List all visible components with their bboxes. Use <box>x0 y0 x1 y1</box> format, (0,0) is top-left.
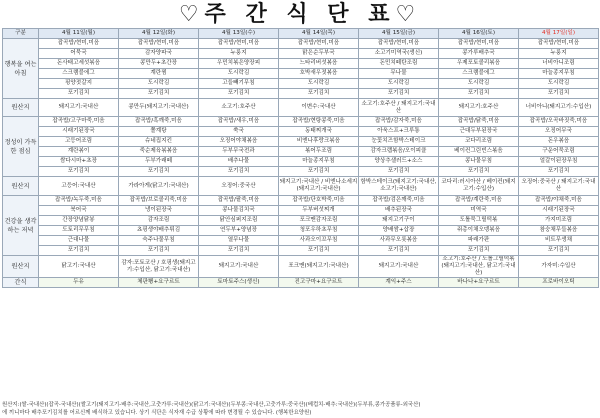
menu-cell: 잡곡밥/오곡바짓죽,미음 <box>519 117 599 127</box>
menu-row <box>3 216 599 226</box>
menu-cell: 포기김치 <box>119 89 199 99</box>
menu-cell: 스크램블에그 <box>439 69 519 79</box>
menu-cell: 콩가루배추국 <box>439 49 519 59</box>
menu-cell: 잡곡밥/팥죽,미음 <box>199 196 279 206</box>
menu-cell: 가지미조림 <box>519 216 599 226</box>
menu-cell: 포기김치 <box>39 89 119 99</box>
menu-cell: 쵸핑생야배추튀김 <box>119 226 199 236</box>
snack-cell: 토마토주스(생신) <box>199 278 279 288</box>
menu-row <box>3 157 599 167</box>
menu-cell: 근대두부된장국 <box>439 127 519 137</box>
menu-cell: 포기김치 <box>439 89 519 99</box>
menu-cell: 냉이된장국 <box>119 206 199 216</box>
menu-cell: 잡곡밥/현미,미음 <box>199 39 279 49</box>
day-header: 4월 15일(금) <box>359 29 439 39</box>
menu-cell: 사과무오롯볶음 <box>359 236 439 246</box>
menu-cell: 배추된장국 <box>359 206 439 216</box>
menu-cell: 포기김치 <box>439 167 519 177</box>
origin-cell: 돼지고기:국내산 <box>199 256 279 278</box>
menu-cell: 핑양젓갈지 <box>39 79 119 89</box>
menu-cell: 돈민치떼탄조림 <box>359 59 439 69</box>
menu-cell: 포기김치 <box>519 89 599 99</box>
page-title: ♡주 간 식 단 표♡ <box>178 1 422 27</box>
menu-row <box>3 137 599 147</box>
menu-cell: 포기김치 <box>199 167 279 177</box>
menu-cell: 포기김치 <box>119 167 199 177</box>
menu-row <box>3 147 599 157</box>
menu-cell: 아욱스프+크루통 <box>359 127 439 137</box>
menu-cell: 잡곡밥/야채죽,미음 <box>519 196 599 206</box>
menu-cell: 감자양파국 <box>119 49 199 59</box>
menu-cell: 청포우하초무침 <box>279 226 359 236</box>
menu-cell: 잡곡밥/흑깨죽,미음 <box>119 117 199 127</box>
menu-cell: 계란볶이 <box>39 147 119 157</box>
snack-cell: 두유 <box>39 278 119 288</box>
menu-cell: 쫄계탕 <box>119 127 199 137</box>
day-header: 4월 12일(화) <box>119 29 199 39</box>
menu-cell: 양배쌈+삽장 <box>359 226 439 236</box>
menu-cell: 오징어무국 <box>519 127 599 137</box>
menu-cell: 잡곡밥/브로콜리죽,미음 <box>119 196 199 206</box>
menu-row <box>3 69 599 79</box>
menu-cell: 구운어묵조림 <box>519 147 599 157</box>
origin-cell: 돼지고기:국내산 <box>359 256 439 278</box>
menu-cell: 돈사태고세섯볶음 <box>39 59 119 69</box>
menu-cell: 간장양념닭봉 <box>39 216 119 226</box>
day-header: 4월 16일(토) <box>439 29 519 39</box>
menu-cell: 포기김치 <box>39 246 119 256</box>
origin-cell: 고등어:국내산 <box>39 177 119 196</box>
menu-row <box>3 236 599 246</box>
origin-cell: 돼지고기:호주산 <box>439 99 519 117</box>
menu-cell: 마늘종지무침 <box>519 69 599 79</box>
menu-cell: 열무나물 <box>199 236 279 246</box>
menu-cell: 잡곡밥/현탕콩죽,미음 <box>279 117 359 127</box>
meal-label: 행복을 여는 아침 <box>3 39 39 99</box>
origin-cell: 소고기:호주산 / 돼지고기:국내산 <box>359 99 439 117</box>
menu-cell: 우제포토콜리볶음 <box>439 59 519 69</box>
menu-cell: 잡곡밥/새우,미음 <box>199 117 279 127</box>
menu-cell: 포크맨감자조림 <box>279 216 359 226</box>
menu-cell: 잡곡밥/계란죽,미음 <box>439 196 519 206</box>
menu-cell: 쑥국 <box>199 127 279 137</box>
day-header-sunday: 4월 17일(일) <box>519 29 599 39</box>
menu-cell: 어묵국 <box>39 49 119 59</box>
menu-cell: 포기김치 <box>279 246 359 256</box>
menu-cell: 잡곡밥/감자죽,미음 <box>359 117 439 127</box>
menu-cell: 연두부+양념장 <box>199 226 279 236</box>
menu-cell: 포기김치 <box>439 246 519 256</box>
menu-cell: 포기김치 <box>279 167 359 177</box>
day-header: 4월 11일(월) <box>39 29 119 39</box>
origin-cell: 너비아니(돼지고기:수입산) <box>519 99 599 117</box>
menu-cell: 도시락김 <box>119 79 199 89</box>
origin-row <box>3 99 599 117</box>
meal-label: 건강을 생각하는 저녁 <box>3 196 39 256</box>
menu-cell: 잡곡밥/고구마죽,미음 <box>39 117 119 127</box>
menu-row <box>3 127 599 137</box>
menu-cell: 포기김치 <box>119 246 199 256</box>
menu-row <box>3 167 599 177</box>
menu-cell: 포기김치 <box>359 89 439 99</box>
menu-cell: 도시락김 <box>519 79 599 89</box>
menu-cell: 잡곡밥/현미,미음 <box>119 39 199 49</box>
menu-cell: 참숭채무들볶음 <box>519 226 599 236</box>
origin-label: 원산지 <box>3 99 39 117</box>
menu-cell: 돈우볶음 <box>519 137 599 147</box>
menu-cell: 동태찌개국 <box>279 127 359 137</box>
menu-cell: 숙주나물무침 <box>119 236 199 246</box>
menu-cell: 감자조림 <box>119 216 199 226</box>
menu-cell: 마늘종지무침 <box>279 157 359 167</box>
day-header: 4월 14일(목) <box>279 29 359 39</box>
menu-cell: 북어국 <box>39 206 119 216</box>
menu-cell: 고등어조림 <box>39 137 119 147</box>
menu-cell: 잡곡밥/현미,미음 <box>279 39 359 49</box>
menu-cell: 포기김치 <box>199 89 279 99</box>
menu-cell: 느타리버섯볶음 <box>279 59 359 69</box>
menu-cell: 누룽지 <box>199 49 279 59</box>
menu-cell: 무나물 <box>359 69 439 79</box>
menu-cell: 얼갈이된장무침 <box>519 157 599 167</box>
origin-cell: 가라아게(닭고기:국내산) <box>119 177 199 196</box>
menu-cell: 돼지고기구이 <box>359 216 439 226</box>
menu-row <box>3 117 599 127</box>
menu-cell: 슈네집지킨 <box>119 137 199 147</box>
menu-row <box>3 206 599 216</box>
menu-cell: 도시락김 <box>359 79 439 89</box>
menu-cell: 눈꽃치즈함박스테이크 <box>359 137 439 147</box>
menu-cell: 포기김치 <box>199 246 279 256</box>
menu-cell: 포기김치 <box>359 167 439 177</box>
menu-cell: 잡곡밥/검은깨죽,미음 <box>359 196 439 206</box>
origin-cell: 돼지고기:국내산 <box>39 99 119 117</box>
menu-cell: 닭안심퍼지조림 <box>199 216 279 226</box>
origin-cell: 감자:포토코산 / 호핑생(돼지고기:수입산, 닭고기:국내산) <box>119 256 199 278</box>
menu-cell: 미역국 <box>439 206 519 216</box>
origin-cell: 함박스테이크(돼지고기:국내산, 소고기:국내산) <box>359 177 439 196</box>
origin-cell: 코다리:러시아산 / 베이컨(돼지고기:수입산) <box>439 177 519 196</box>
menu-cell: 시래기된장국 <box>519 206 599 216</box>
menu-row <box>3 226 599 236</box>
origin-cell: 돼지고기:국내산 / 비엔나소세지(돼지고기:국내산) <box>279 177 359 196</box>
menu-row <box>3 59 599 69</box>
menu-cell: 양상추샐러드+소스 <box>359 157 439 167</box>
snack-cell: 프로바이오틱 <box>519 278 599 288</box>
header-label: 구분 <box>3 29 39 39</box>
menu-cell: 잡곡밥/닭죽,미음 <box>439 117 519 127</box>
menu-cell: 도토리무무침 <box>39 226 119 236</box>
menu-cell: 잡곡밥/현미,미음 <box>439 39 519 49</box>
menu-cell: 쥐총이채오뎅볶음 <box>439 226 519 236</box>
menu-cell: 사과오이꼬무침 <box>279 236 359 246</box>
menu-cell: 고들빼기무침 <box>199 79 279 89</box>
footer-note <box>2 401 598 418</box>
snack-cell: 바나나+요구르트 <box>439 278 519 288</box>
menu-cell: 파래가판 <box>439 236 519 246</box>
menu-cell: 너비아니조림 <box>519 59 599 69</box>
menu-cell: 스크램블에그 <box>39 69 119 79</box>
menu-cell: 배추나물 <box>199 157 279 167</box>
origin-cell: 닭고기:국내산 <box>39 256 119 278</box>
header-row <box>3 29 599 39</box>
snack-label: 간식 <box>3 278 39 288</box>
menu-cell: 시래기된장국 <box>39 127 119 137</box>
origin-row <box>3 256 599 278</box>
menu-cell: 포기김치 <box>279 89 359 99</box>
snack-row <box>3 278 599 288</box>
menu-cell: 포기김치 <box>359 246 439 256</box>
menu-cell: 도시락김 <box>199 69 279 79</box>
menu-cell: 잡곡밥/현미,미음 <box>359 39 439 49</box>
origin-cell: 포크맨(돼지고기:국내산) <box>279 256 359 278</box>
menu-cell: 두부버섯찌개 <box>279 206 359 216</box>
origin-cell: 가자미:수입산 <box>519 256 599 278</box>
menu-cell: 계란찜 <box>119 69 199 79</box>
menu-row <box>3 39 599 49</box>
origin-cell: 오징어:중국산 / 돼지고기:국내산 <box>519 177 599 196</box>
notice-text: 에 끼니마다 배추포기김치를 어르신께 배식하고 있습니다. 상기 식단은 식자재 수급 상황에 따라 변경될 수 있습니다. (행복한요양원) <box>2 410 312 416</box>
origin-cell: 소고기:호주산 / 도톨그릴떡볶(돼지고기:국내산, 닭고기:국내산) <box>439 256 519 278</box>
menu-cell: 근대나물 <box>39 236 119 246</box>
menu-cell: 비트무생채 <box>519 236 599 246</box>
menu-cell: 두부무국전과 <box>199 147 279 157</box>
menu-cell: 콩나물김치국 <box>199 206 279 216</box>
origin-row <box>3 177 599 196</box>
origin-label: 원산지 <box>3 256 39 278</box>
origin-cell: 오징어:중국산 <box>199 177 279 196</box>
menu-cell: 호박새우젓볶음 <box>279 69 359 79</box>
menu-cell: 오징어야채볶음 <box>199 137 279 147</box>
menu-cell: 감자크랩볶음/오이피클 <box>359 147 439 157</box>
snack-cell: 계익+주스 <box>359 278 439 288</box>
menu-cell: 우민치볶은양장피 <box>199 59 279 69</box>
menu-cell: 죽순제육볶볶음 <box>119 147 199 157</box>
menu-cell: 도시락김 <box>279 79 359 89</box>
menu-row <box>3 79 599 89</box>
menu-cell: 누룽지 <box>519 49 599 59</box>
origin-label: 원산지 <box>3 177 39 196</box>
origin-cell: 소고기:호주산 <box>199 99 279 117</box>
menu-cell: 도톨묵그릴떡볶 <box>439 216 519 226</box>
menu-cell: 잡곡밥/현미,미음 <box>519 39 599 49</box>
origin-cell: 이변수:국내산 <box>279 99 359 117</box>
menu-cell: 소고기미역국(생신) <box>359 49 439 59</box>
menu-cell: 포기김치 <box>39 167 119 177</box>
menu-cell: 포기김치 <box>519 167 599 177</box>
menu-cell: 볶어두조림 <box>279 147 359 157</box>
menu-row <box>3 196 599 206</box>
menu-cell: 쌈다시마+초장 <box>39 157 119 167</box>
menu-cell: 잡곡밥/녹두죽,미음 <box>39 196 119 206</box>
snack-cell: 진고구마+요구르트 <box>279 278 359 288</box>
menu-cell: 잡곡밥/현미,미음 <box>39 39 119 49</box>
origin-cell: 콩만두(돼지고기:국내산) <box>119 99 199 117</box>
menu-cell: 포기김치 <box>519 246 599 256</box>
menu-cell: 코다리조림 <box>439 137 519 147</box>
menu-cell: 콩나물무침 <box>439 157 519 167</box>
menu-cell: 베이컨그린빈스볶음 <box>439 147 519 157</box>
menu-cell: 도시락김 <box>439 79 519 89</box>
snack-cell: 체판쀵+요구르트 <box>119 278 199 288</box>
menu-cell: 맑은순두부국 <box>279 49 359 59</box>
menu-cell: 잡곡밥/단호박죽,미음 <box>279 196 359 206</box>
menu-cell: 두부가래떼 <box>119 157 199 167</box>
weekly-menu-table <box>2 28 599 288</box>
menu-cell: 비엔나후랑크볶음 <box>279 137 359 147</box>
day-header: 4월 13일(수) <box>199 29 279 39</box>
menu-row <box>3 246 599 256</box>
menu-row <box>3 89 599 99</box>
origin-note: 원산지:(쌀-국내산)(잡곡-국내산)(쌀고기(돼지고기-배추:국내산,고춧가루:국내산)(닭고기:국내산)(두부콩:국내산,고춧가루:중국산)(베컵치-배추:국내산)(두부류,콩가공품류-외국산) <box>2 402 421 408</box>
meal-label: 정성이 가득한 점심 <box>3 117 39 177</box>
menu-row <box>3 49 599 59</box>
menu-cell: 콩만두+초간장 <box>119 59 199 69</box>
